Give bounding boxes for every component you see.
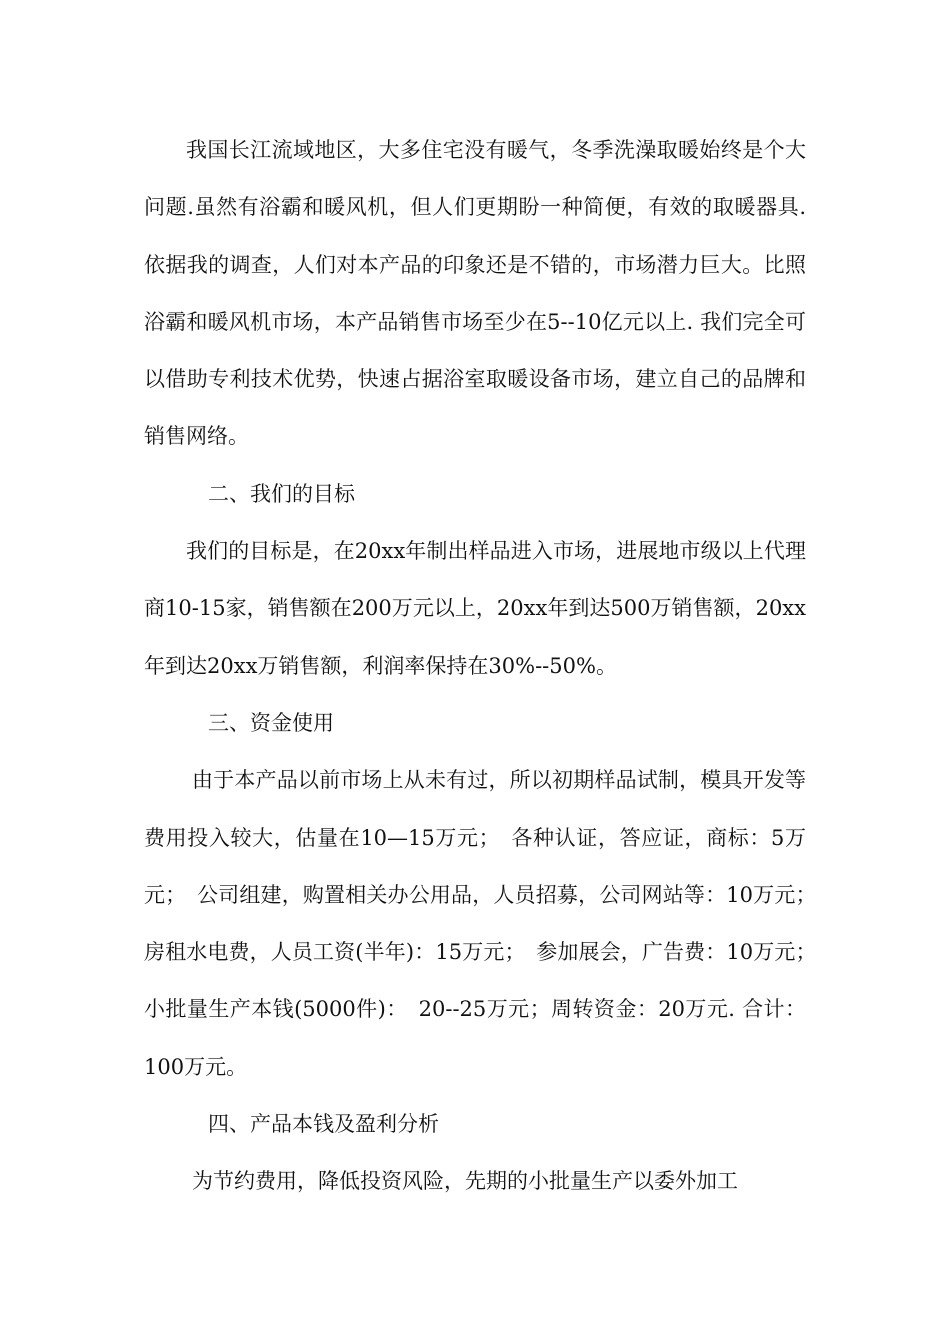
paragraph-funding: 由于本产品以前市场上从未有过，所以初期样品试制，模具开发等费用投入较大，估量在10—15万元； 各种认证，答应证，商标：5万元； 公司组建，购置相关办公用品，人员招募，公司网站等：10万元； 房租水电费，人员工资(半年)：15万元； 参加展会，广告费：10万元； 小批量生产本钱(5000件)： 20--25万元；周转资金：20万元. 合计：100万元。: [144, 768, 827, 1079]
section-heading-funding: 三、资金使用: [208, 710, 334, 735]
section-heading-cost-profit: 四、产品本钱及盈利分析: [208, 1112, 439, 1137]
paragraph-goals: 我们的目标是，在20xx年制出样品进入市场，进展地市级以上代理商10-15家，销售额在200万元以上，20xx年到达500万销售额，20xx年到达20xx万销售额，利润率保持在30%--50%。: [144, 539, 806, 678]
paragraph-market-analysis: 我国长江流域地区，大多住宅没有暖气，冬季洗澡取暖始终是个大问题.虽然有浴霸和暖风机，但人们更期盼一种简便，有效的取暖器具.依据我的调查，人们对本产品的印象还是不错的，市场潜力巨大。比照浴霸和暖风机市场，本产品销售市场至少在5--10亿元以上. 我们完全可以借助专利技术优势，快速占据浴室取暖设备市场，建立自己的品牌和销售网络。: [144, 138, 806, 449]
paragraph-cost-profit: 为节约费用，降低投资风险，先期的小批量生产以委外加工: [192, 1169, 738, 1194]
section-heading-goals: 二、我们的目标: [208, 481, 355, 506]
document-page: [144, 122, 827, 1211]
